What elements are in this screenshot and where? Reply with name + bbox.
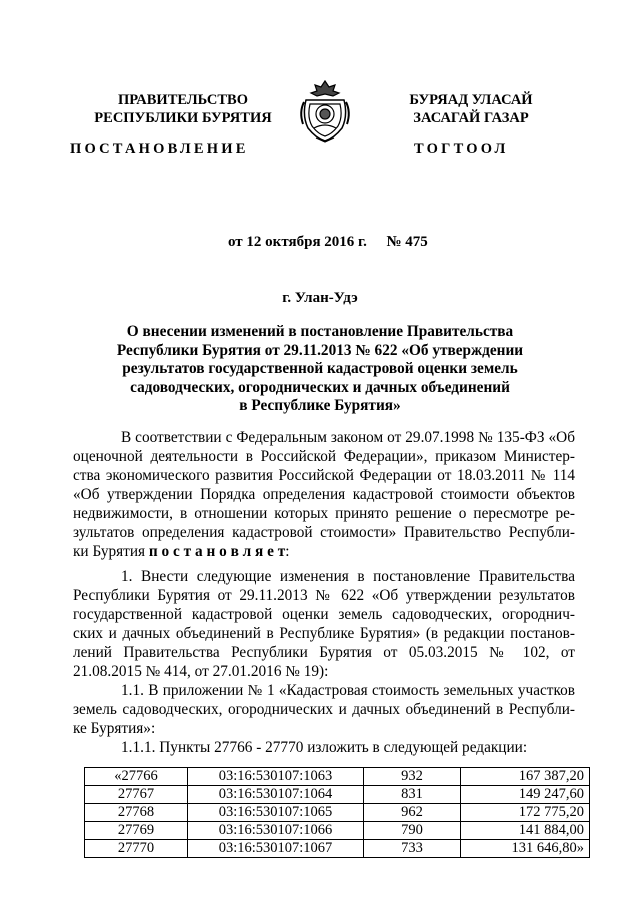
doctype-right: ТОГТООЛ: [414, 141, 509, 157]
cadastral-value-cell: 167 387,20: [461, 768, 590, 786]
preamble-line: ства экономического развития Российской Федерации от 18.03.2011 № 114: [73, 467, 575, 484]
header-left-line2: РЕСПУБЛИКИ БУРЯТИЯ: [94, 110, 272, 126]
preamble-line: В соответствии с Федеральным законом от 29.07.1998 № 135-ФЗ «Об: [121, 429, 575, 446]
table-row: [85, 786, 590, 804]
title-line: в Республике Бурятия»: [239, 397, 401, 414]
header-right: [382, 91, 560, 127]
cadastral-number-cell: 03:16:530107:1067: [188, 840, 364, 858]
item-1-line: государственной кадастровой оценки земель садоводческих, огороднич-: [73, 606, 575, 623]
cadastral-number-cell: 03:16:530107:1064: [188, 786, 364, 804]
header-left-line1: ПРАВИТЕЛЬСТВО: [118, 92, 248, 108]
item-1-paragraph: [73, 567, 575, 681]
item-1-last-line: 21.08.2015 № 414, от 27.01.2016 № 19):: [73, 663, 329, 680]
coat-of-arms-icon: [296, 78, 354, 144]
row-number-cell: 27768: [85, 804, 188, 822]
cadastral-table-body: [85, 768, 590, 858]
preamble-verb: п о с т а н о в л я е т: [148, 543, 286, 560]
document-title: [100, 323, 540, 416]
area-cell: 932: [364, 768, 461, 786]
title-line: садоводческих, огороднических и дачных объединений: [130, 378, 510, 396]
city: г. Улан-Удэ: [282, 290, 358, 306]
title-line: Республики Бурятия от 29.11.2013 № 622 «Об утверждении: [116, 341, 524, 359]
area-cell: 790: [364, 822, 461, 840]
item-1-line: 1. Внести следующие изменения в постановление Правительства: [121, 568, 575, 585]
preamble-colon: :: [285, 543, 290, 560]
preamble-line: зультатов определения кадастровой стоимости» Правительство Республи-: [73, 524, 575, 541]
cadastral-value-cell: 149 247,60: [461, 786, 590, 804]
header-right-line2: ЗАСАГАЙ ГАЗАР: [413, 110, 529, 126]
document-number: № 475: [386, 234, 428, 250]
header-right-line1: БУРЯАД УЛАСАЙ: [409, 92, 533, 108]
table-row: [85, 822, 590, 840]
preamble-line: «Об утверждении Порядка определения кадастровой стоимости объектов: [73, 486, 575, 503]
table-row: [85, 840, 590, 858]
item-1-line: лений Правительства Республики Бурятия от 05.03.2015 № 102, от: [73, 644, 575, 661]
item-1-1-line: 1.1. В приложении № 1 «Кадастровая стоимость земельных участков: [121, 682, 575, 699]
cadastral-table: [84, 767, 590, 858]
title-line: результатов государственной кадастровой оценки земель: [122, 360, 518, 377]
cadastral-number-cell: 03:16:530107:1063: [188, 768, 364, 786]
cadastral-value-cell: 141 884,00: [461, 822, 590, 840]
row-number-cell: 27769: [85, 822, 188, 840]
table-row: [85, 768, 590, 786]
area-cell: 962: [364, 804, 461, 822]
doctype-left: ПОСТАНОВЛЕНИЕ: [70, 141, 249, 157]
document-date: от 12 октября 2016 г.: [228, 234, 367, 250]
item-1-1-1: 1.1.1. Пункты 27766 - 27770 изложить в следующей редакции:: [121, 739, 528, 756]
preamble-last-text: ки Бурятия: [73, 543, 146, 560]
preamble-paragraph: [73, 428, 575, 561]
item-1-line: ских и дачных объединений в Республике Бурятия» (в редакции постанов-: [73, 625, 575, 642]
row-number-cell: 27767: [85, 786, 188, 804]
preamble-line: недвижимости, в отношении которых принято решение о пересмотре ре-: [73, 505, 575, 522]
row-number-cell: 27770: [85, 840, 188, 858]
item-1-line: Республики Бурятия от 29.11.2013 № 622 «Об утверждении результатов: [73, 587, 575, 604]
cadastral-value-cell: 131 646,80»: [461, 840, 590, 858]
item-1-1-paragraph: [73, 681, 575, 738]
date-line: [228, 234, 428, 251]
cadastral-value-cell: 172 775,20: [461, 804, 590, 822]
item-1-1-last-line: ке Бурятия»:: [73, 720, 156, 737]
header-left: [88, 91, 278, 127]
table-row: [85, 804, 590, 822]
title-line: О внесении изменений в постановление Правительства: [126, 323, 514, 340]
row-number-cell: «27766: [85, 768, 188, 786]
item-1-1-line: земель садоводческих, огороднических и дачных объединений в Республи-: [73, 701, 575, 718]
preamble-last-line: [73, 542, 575, 561]
cadastral-number-cell: 03:16:530107:1066: [188, 822, 364, 840]
cadastral-number-cell: 03:16:530107:1065: [188, 804, 364, 822]
area-cell: 831: [364, 786, 461, 804]
area-cell: 733: [364, 840, 461, 858]
preamble-line: оценочной деятельности в Российской Федерации», приказом Министер-: [73, 448, 575, 465]
